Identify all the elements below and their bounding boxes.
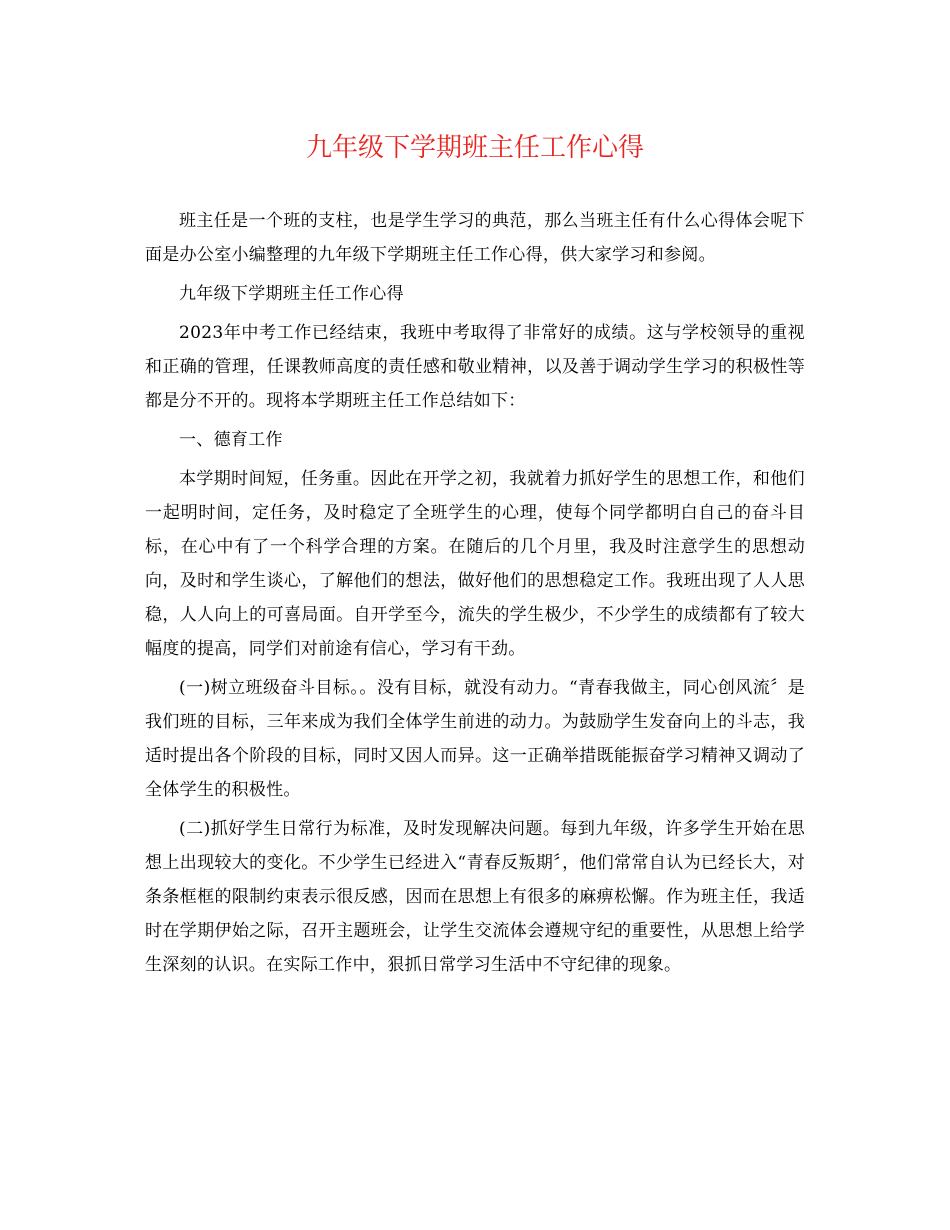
paragraph-class-goals: (一)树立班级奋斗目标。。没有目标，就没有动力。“青春我做主，同心创风流〞是我们班的目标，三年来成为我们全体学生前进的动力。为鼓励学生发奋向上的斗志，我适时提出各个阶段的目标，同时又因人而异。这一正确举措既能振奋学习精神又调动了全体学生的积极性。 xyxy=(145,678,805,800)
document-title: 九年级下学期班主任工作心得 xyxy=(305,133,644,163)
paragraph-moral-education: 本学期时间短，任务重。因此在开学之初，我就着力抓好学生的思想工作，和他们一起明时间，定任务，及时稳定了全班学生的心理，使每个同学都明白自己的奋斗目标，在心中有了一个科学合理的方案。在随后的几个月里，我及时注意学生的思想动向，及时和学生谈心，了解他们的想法，做好他们的思想稳定工作。我班出现了人人思稳，人人向上的可喜局面。自开学至今，流失的学生极少，不少学生的成绩都有了较大幅度的提高，同学们对前途有信心，学习有干劲。 xyxy=(145,469,805,659)
paragraph-subtitle: 九年级下学期班主任工作心得 xyxy=(179,284,404,304)
paragraph-intro: 班主任是一个班的支柱，也是学生学习的典范，那么当班主任有什么心得体会呢下面是办公室小编整理的九年级下学期班主任工作心得，供大家学习和参阅。 xyxy=(145,211,805,265)
paragraph-daily-behavior: (二)抓好学生日常行为标准，及时发现解决问题。每到九年级，许多学生开始在思想上出现较大的变化。不少学生已经进入“青春反叛期〞，他们常常自认为已经长大，对条条框框的限制约束表示很反感，因而在思想上有很多的麻痹松懈。作为班主任，我适时在学期伊始之际，召开主题班会，让学生交流体会遵规守纪的重要性，从思想上给学生深刻的认识。在实际工作中，狠抓日常学习生活中不守纪律的现象。 xyxy=(145,819,805,975)
paragraph-summary: 2023年中考工作已经结束，我班中考取得了非常好的成绩。这与学校领导的重视和正确的管理，任课教师高度的责任感和敬业精神，以及善于调动学生学习的积极性等都是分不开的。现将本学期班主任工作总结如下： xyxy=(145,323,805,411)
section-heading-moral-education: 一、德育工作 xyxy=(179,430,283,450)
document-body xyxy=(145,204,805,987)
